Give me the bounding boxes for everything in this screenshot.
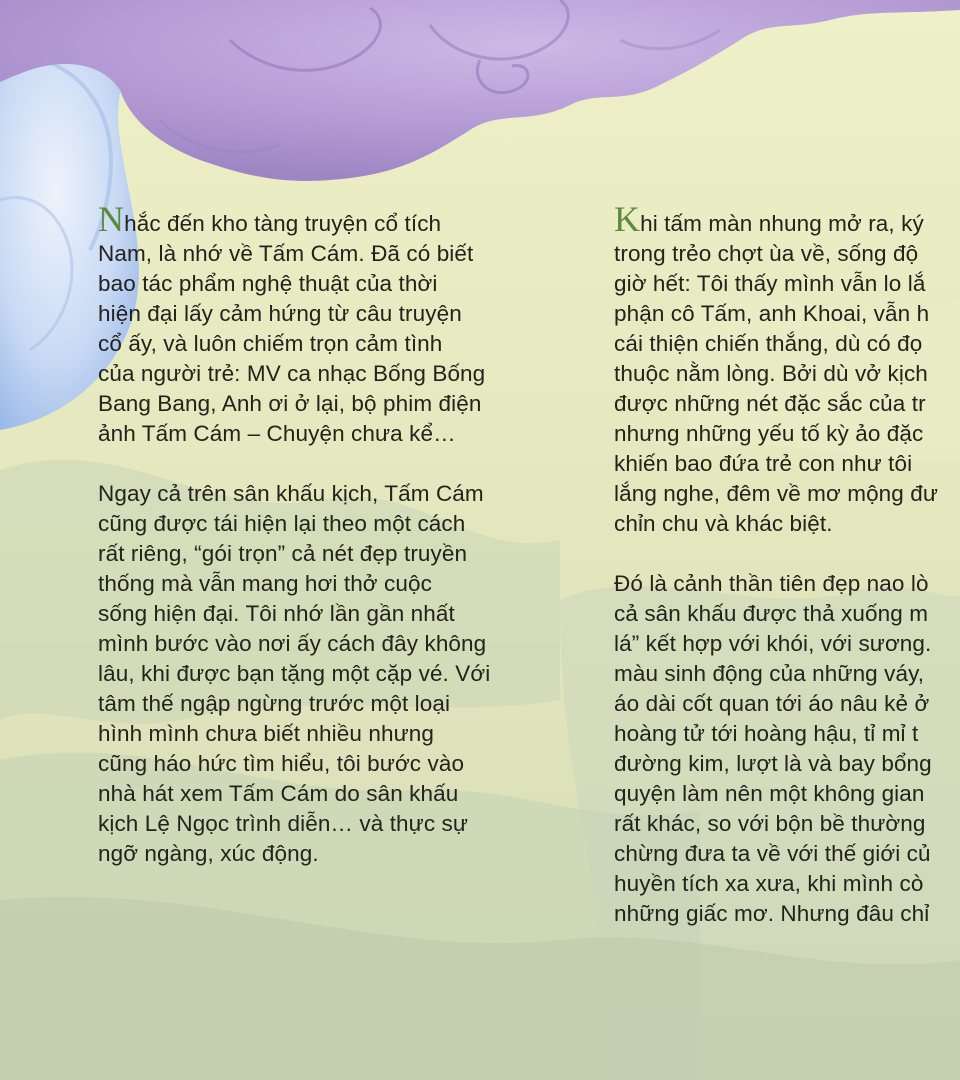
text-line: giờ hết: Tôi thấy mình vẫn lo lắ xyxy=(614,271,926,296)
text-line: chừng đưa ta về với thế giới củ xyxy=(614,841,931,866)
text-line: Đó là cảnh thần tiên đẹp nao lò xyxy=(614,571,929,596)
text-line: cổ ấy, và luôn chiếm trọn cảm tình xyxy=(98,331,443,356)
text-line: ảnh Tấm Cám – Chuyện chưa kể… xyxy=(98,421,456,446)
text-line: thuộc nằm lòng. Bởi dù vở kịch xyxy=(614,361,928,386)
text-line: cũng háo hức tìm hiểu, tôi bước vào xyxy=(98,751,465,776)
text-line: sống hiện đại. Tôi nhớ lần gần nhất xyxy=(98,601,455,626)
text-line: áo dài cốt quan tới áo nâu kẻ ở xyxy=(614,691,930,716)
text-line: nhưng những yếu tố kỳ ảo đặc xyxy=(614,421,924,446)
left-paragraph-1 xyxy=(98,199,568,449)
text-line: hiện đại lấy cảm hứng từ câu truyện xyxy=(98,301,462,326)
article-left-column xyxy=(98,199,568,899)
text-line: tâm thế ngập ngừng trước một loại xyxy=(98,691,451,716)
text-line: những giấc mơ. Nhưng đâu chỉ xyxy=(614,901,930,926)
text-line: khiến bao đứa trẻ con như tôi xyxy=(614,451,913,476)
text-line: rất riêng, “gói trọn” cả nét đẹp truyền xyxy=(98,541,468,566)
text-line: hình mình chưa biết nhiều nhưng xyxy=(98,721,434,746)
text-line: Bang Bang, Anh ơi ở lại, bộ phim điện xyxy=(98,391,482,416)
text-line: đường kim, lượt là và bay bổng xyxy=(614,751,932,776)
text-line: lắng nghe, đêm về mơ mộng đư xyxy=(614,481,939,506)
text-line: thống mà vẫn mang hơi thở cuộc xyxy=(98,571,432,596)
left-paragraph-2 xyxy=(98,479,568,869)
text-line: phận cô Tấm, anh Khoai, vẫn h xyxy=(614,301,930,326)
text-line: Ngay cả trên sân khấu kịch, Tấm Cám xyxy=(98,481,484,506)
text-line: Khi tấm màn nhung mở ra, ký xyxy=(614,204,960,239)
text-line: cũng được tái hiện lại theo một cách xyxy=(98,511,466,536)
drop-cap: K xyxy=(614,204,641,239)
text-line: Nam, là nhớ về Tấm Cám. Đã có biết xyxy=(98,241,474,266)
text-line: Nhắc đến kho tàng truyện cổ tích xyxy=(98,199,442,239)
text-line: rất khác, so với bộn bề thường xyxy=(614,811,926,836)
text-line: cả sân khấu được thả xuống m xyxy=(614,601,929,626)
text-line: chỉn chu và khác biệt. xyxy=(614,511,833,536)
article-right-column xyxy=(614,204,960,959)
drop-cap: N xyxy=(98,199,125,239)
text-line: lâu, khi được bạn tặng một cặp vé. Với xyxy=(98,661,491,686)
text-line: mình bước vào nơi ấy cách đây không xyxy=(98,631,487,656)
text-line: của người trẻ: MV ca nhạc Bống Bống xyxy=(98,361,486,386)
text-line: nhà hát xem Tấm Cám do sân khấu xyxy=(98,781,459,806)
text-line: màu sinh động của những váy, xyxy=(614,661,925,686)
text-line: lá” kết hợp với khói, với sương. xyxy=(614,631,932,656)
right-paragraph-1 xyxy=(614,204,960,539)
text-line: ngỡ ngàng, xúc động. xyxy=(98,841,319,866)
right-paragraph-2 xyxy=(614,569,960,929)
text-line: huyền tích xa xưa, khi mình cò xyxy=(614,871,924,896)
text-line: hoàng tử tới hoàng hậu, tỉ mỉ t xyxy=(614,721,919,746)
text-line: quyện làm nên một không gian xyxy=(614,781,925,806)
text-line: kịch Lệ Ngọc trình diễn… và thực sự xyxy=(98,811,469,836)
text-line: trong trẻo chợt ùa về, sống độ xyxy=(614,241,919,266)
text-line: cái thiện chiến thắng, dù có đọ xyxy=(614,331,923,356)
text-line: được những nét đặc sắc của tr xyxy=(614,391,926,416)
text-line: bao tác phẩm nghệ thuật của thời xyxy=(98,271,438,296)
